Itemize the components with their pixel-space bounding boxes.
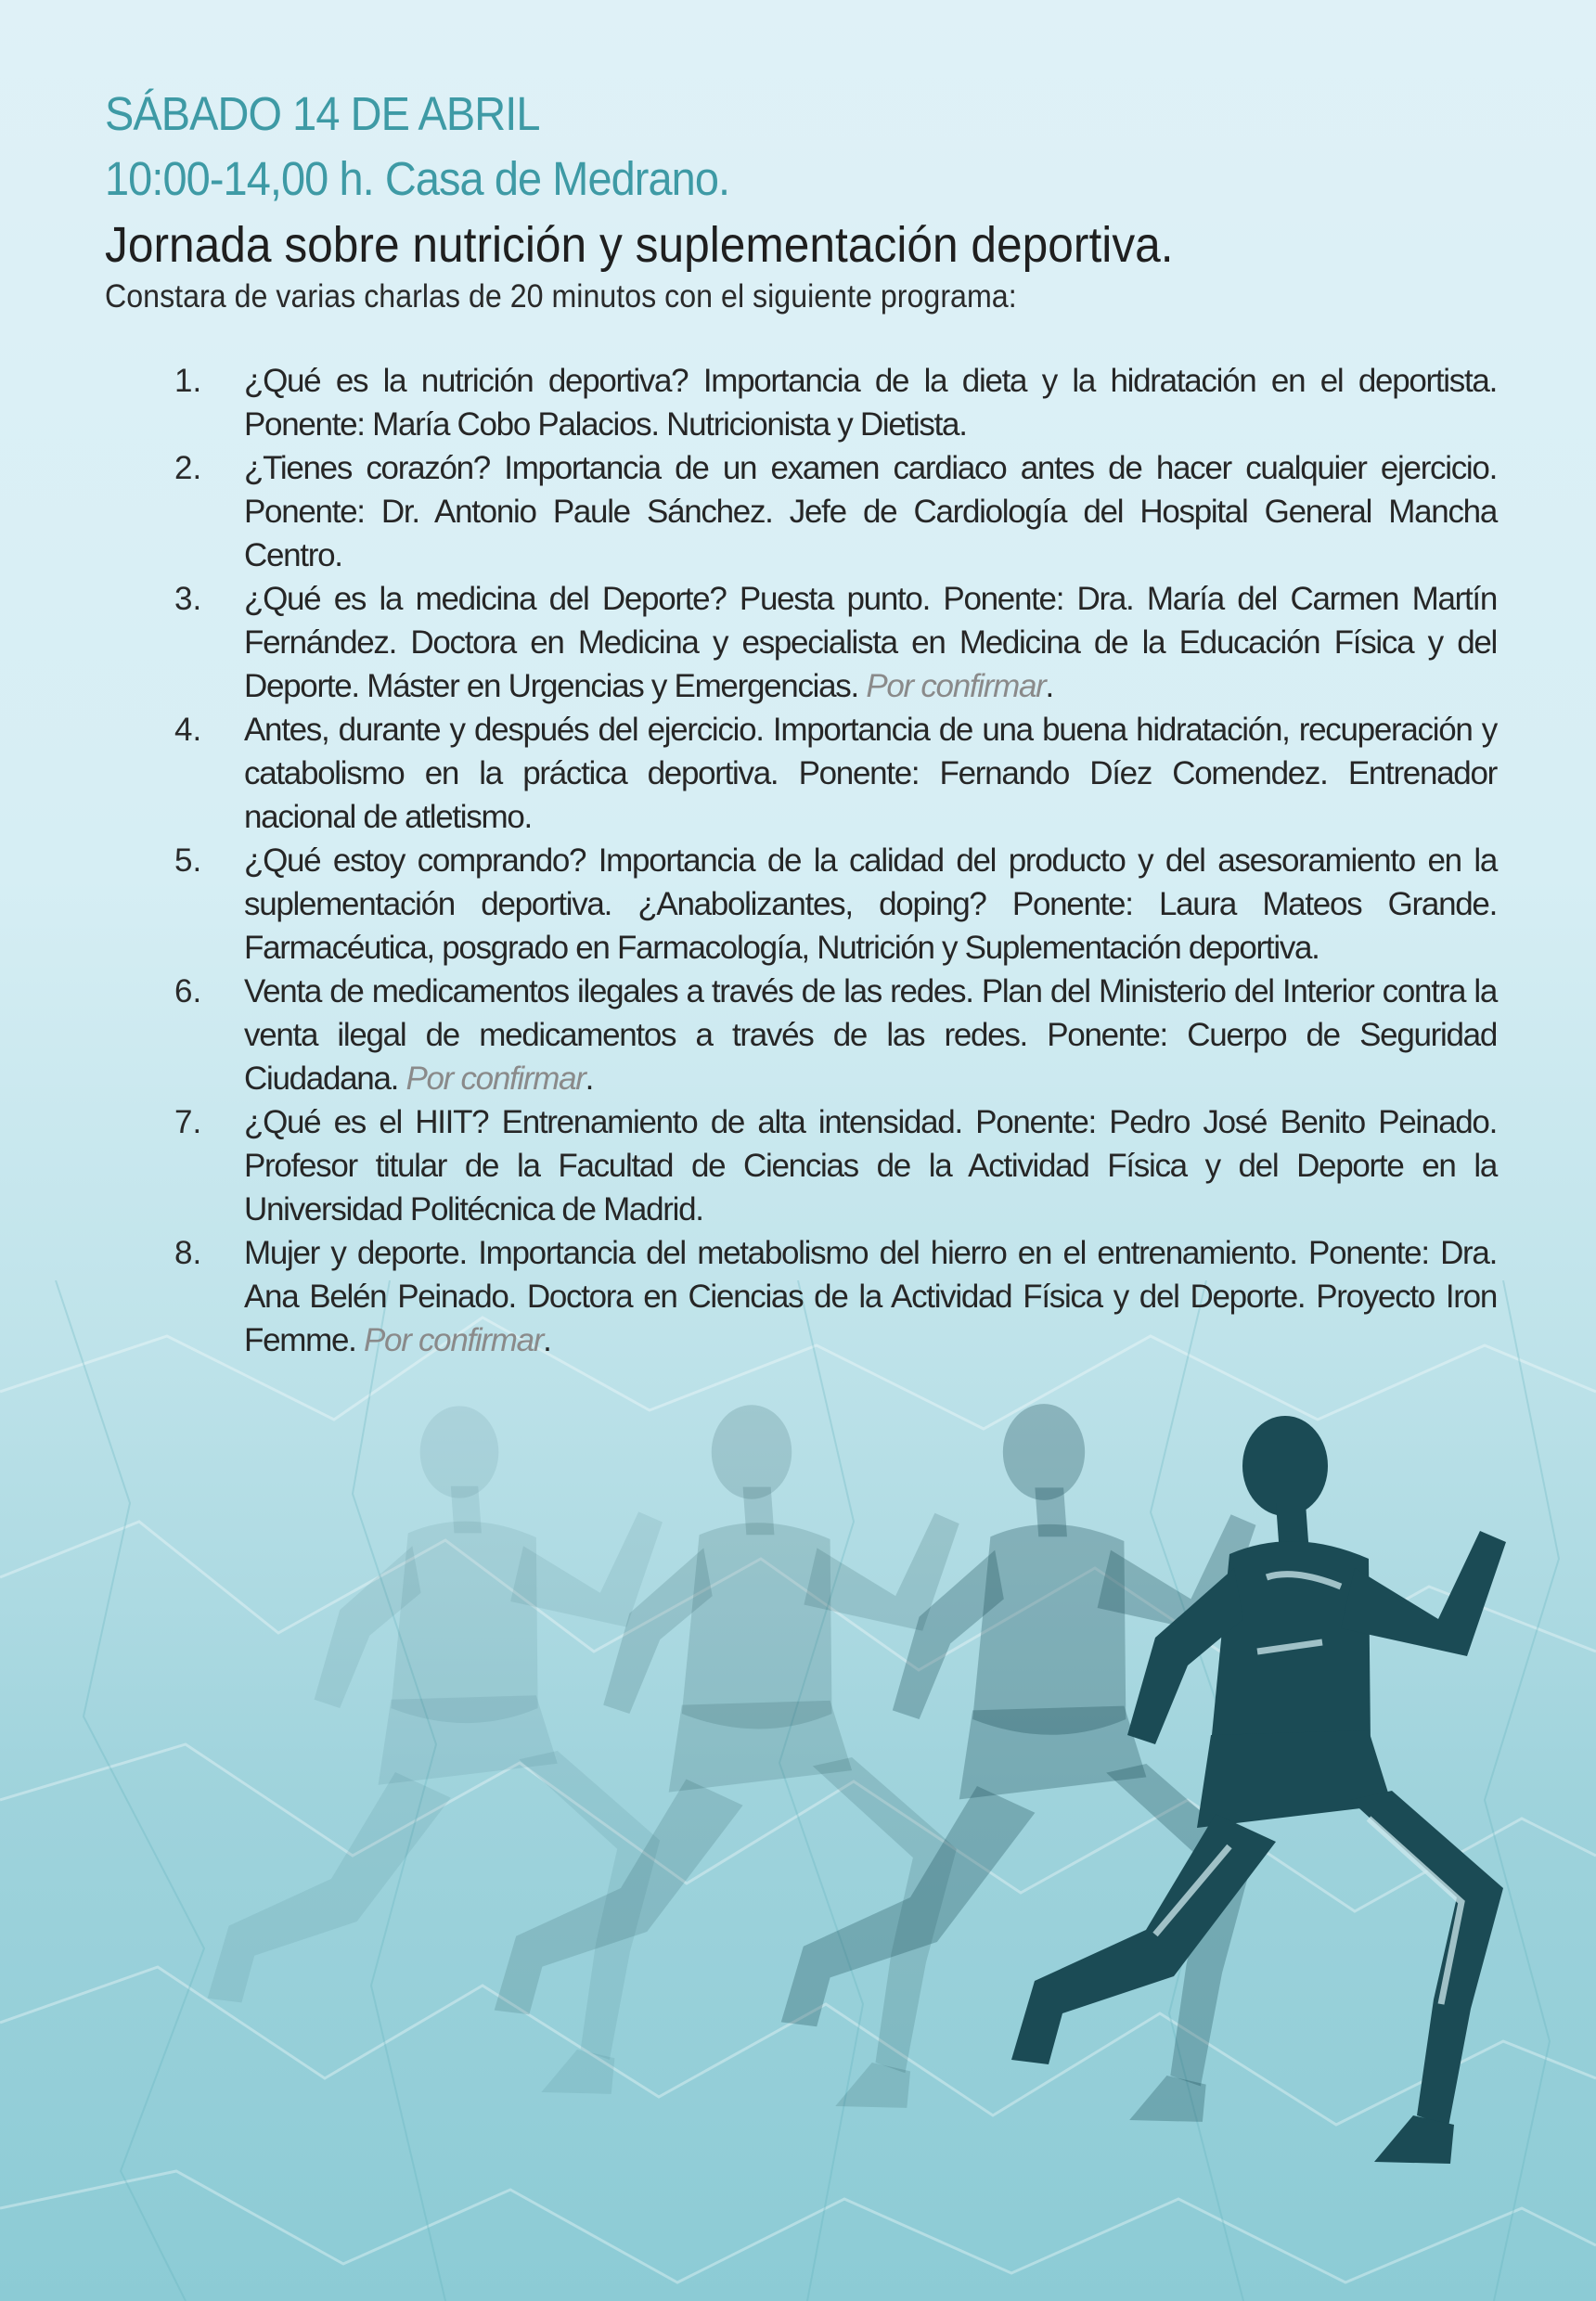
program-item-number: 1. [174, 363, 202, 399]
pending-confirmation-note: Por confirmar [363, 1322, 544, 1358]
event-intro: Constara de varias charlas de 20 minutos con el siguiente programa: [105, 278, 1017, 315]
program-item-number: 6. [174, 973, 202, 1009]
program-item-text: Mujer y deporte. Importancia del metabolismo del hierro en el entrenamiento. Ponente: Dra. Ana Belén Peinado. Doctora en Ciencias de la Actividad Física y del Deporte. Proyecto Iron Femme. Por confirmar. [244, 1235, 1497, 1358]
program-item [105, 708, 1497, 839]
program-item-text: Venta de medicamentos ilegales a través de las redes. Plan del Ministerio del Interior contra la venta ilegal de medicamentos a través de las redes. Ponente: Cuerpo de Seguridad Ciudadana. Por confirmar. [244, 973, 1497, 1097]
event-date: SÁBADO 14 DE ABRIL [105, 87, 540, 140]
program-item [105, 1100, 1497, 1231]
pending-confirmation-note: Por confirmar [405, 1061, 586, 1097]
program-item-number: 4. [174, 712, 202, 748]
program-item-number: 8. [174, 1235, 202, 1271]
pending-confirmation-note: Por confirmar [866, 668, 1046, 704]
program-item [105, 446, 1497, 577]
program-item-text: ¿Qué estoy comprando? Importancia de la calidad del producto y del asesoramiento en la suplementación deportiva. ¿Anabolizantes, doping? Ponente: Laura Mateos Grande. Farmacéutica, posgrado en Farmacología, Nutrición y Suplementación deportiva. [244, 842, 1497, 966]
runners-illustration [0, 1382, 1596, 2245]
program-item [105, 839, 1497, 970]
program-item-text: ¿Qué es el HIIT? Entrenamiento de alta intensidad. Ponente: Pedro José Benito Peinado. Profesor titular de la Facultad de Ciencias de la Actividad Física y del Deporte en la Universidad Politécnica de Madrid. [244, 1104, 1497, 1228]
program-item-text: ¿Qué es la medicina del Deporte? Puesta punto. Ponente: Dra. María del Carmen Martín Fernández. Doctora en Medicina y especialista en Medicina de la Educación Física y del Deporte. Máster en Urgencias y Emergencias. Por confirmar. [244, 581, 1497, 704]
program-item-number: 2. [174, 450, 202, 486]
program-item [105, 359, 1497, 446]
program-item [105, 970, 1497, 1100]
event-time-place: 10:00-14,00 h. Casa de Medrano. [105, 152, 730, 205]
program-item-number: 5. [174, 842, 202, 879]
event-title: Jornada sobre nutrición y suplementación deportiva. [105, 217, 1174, 273]
program-list [105, 359, 1497, 1362]
program-content [105, 82, 1497, 1362]
program-item-number: 7. [174, 1104, 202, 1140]
program-item [105, 1231, 1497, 1362]
program-item [105, 577, 1497, 708]
program-item-text: ¿Qué es la nutrición deportiva? Importancia de la dieta y la hidratación en el deportista. Ponente: María Cobo Palacios. Nutricionista y Dietista. [244, 363, 1497, 443]
program-item-number: 3. [174, 581, 202, 617]
program-item-text: ¿Tienes corazón? Importancia de un examen cardiaco antes de hacer cualquier ejercicio. Ponente: Dr. Antonio Paule Sánchez. Jefe de Cardiología del Hospital General Mancha Centro. [244, 450, 1497, 573]
program-item-text: Antes, durante y después del ejercicio. Importancia de una buena hidratación, recuperación y catabolismo en la práctica deportiva. Ponente: Fernando Díez Comendez. Entrenador nacional de atletismo. [244, 712, 1497, 835]
